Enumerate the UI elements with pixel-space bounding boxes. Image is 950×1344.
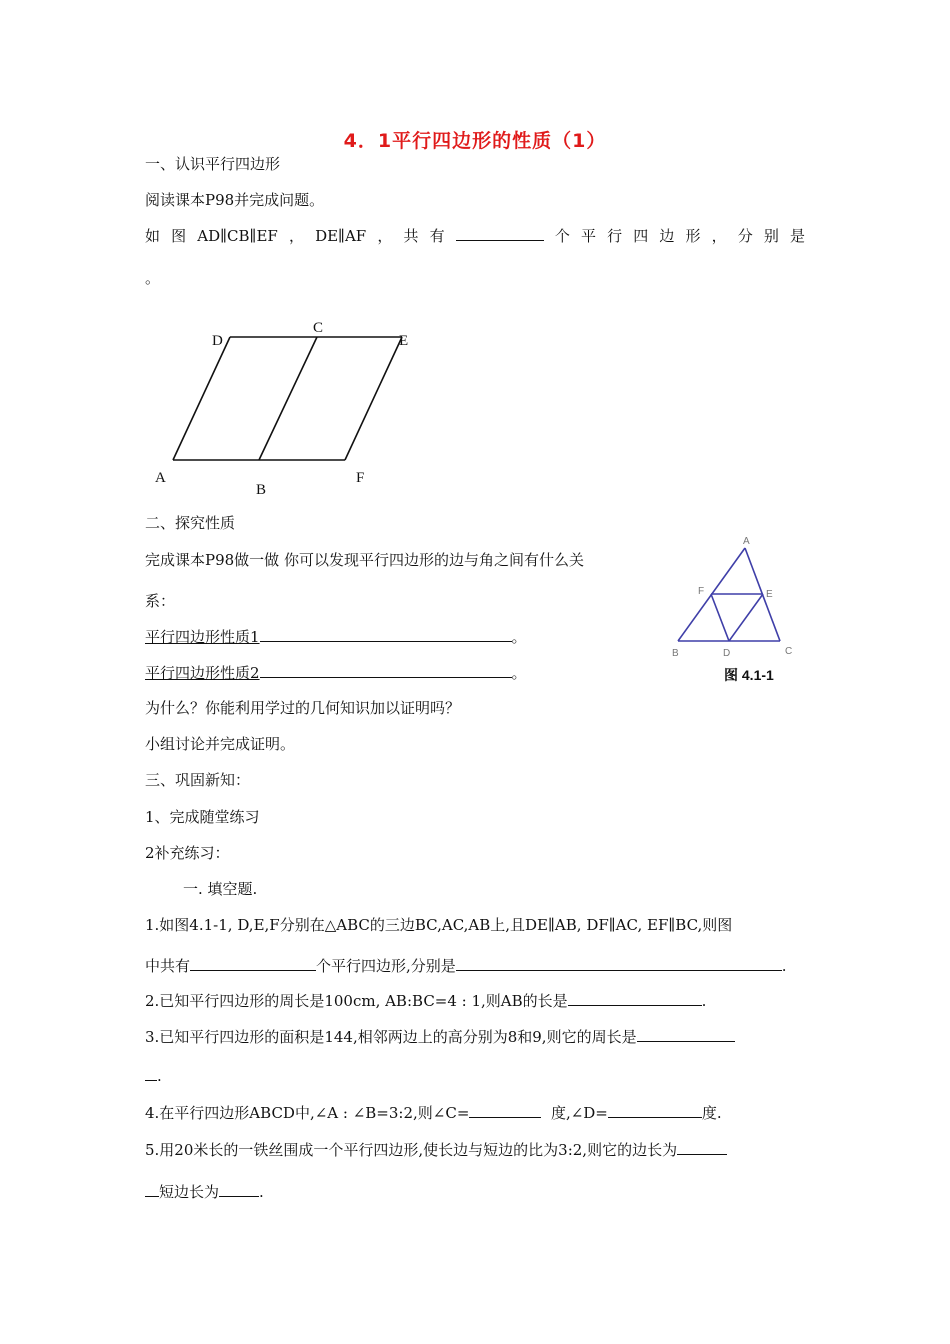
q1-blank-list[interactable] — [456, 956, 782, 971]
q3-blank[interactable] — [637, 1027, 735, 1042]
label-a: A — [155, 470, 166, 486]
question-5-cont: 短边长为 . — [145, 1181, 264, 1202]
segment-ef — [345, 337, 402, 460]
question-1-line-1: 1.如图4.1-1, D,E,F分别在△ABC的三边BC,AC,AB上,且DE∥AB, DF∥AC, EF∥BC,则图 — [145, 916, 733, 934]
property-1-label: 平行四边形性质1 — [145, 628, 260, 646]
property-1-row: 平行四边形性质1 。 — [145, 628, 527, 646]
why-question: 为什么？你能利用学过的几何知识加以证明吗？ — [145, 699, 461, 717]
property-2-blank[interactable] — [260, 663, 512, 678]
reading-instruction: 阅读课本P98并完成问题。 — [145, 191, 325, 209]
q1-blank-count[interactable] — [190, 956, 316, 971]
question-parallelogram-count: 如 图 AD∥CB∥EF ， DE∥AF ， 共 有 个 平 行 四 边 形 ， 分 别 是 — [145, 227, 805, 245]
question-4: 4.在平行四边形ABCD中,∠A : ∠B=3:2,则∠C= 度,∠D= 度. — [145, 1104, 722, 1122]
label-f: F — [698, 586, 705, 597]
label-a: A — [743, 536, 750, 547]
triangle-figure — [668, 532, 800, 684]
figure-caption: 图 4.1-1 — [724, 667, 774, 683]
group-discussion: 小组讨论并完成证明。 — [145, 735, 296, 753]
q2-blank[interactable] — [568, 991, 702, 1006]
section2-heading: 二、探究性质 — [145, 514, 236, 532]
segment-da — [173, 337, 230, 460]
question-3: 3.已知平行四边形的面积是144,相邻两边上的高分别为8和9,则它的周长是 — [145, 1026, 735, 1047]
q3-blank-cont[interactable] — [145, 1066, 157, 1081]
label-d: D — [212, 333, 223, 349]
property-1-blank[interactable] — [260, 627, 512, 642]
property-2-row: 平行四边形性质2 。 — [145, 664, 527, 682]
label-c: C — [313, 320, 324, 336]
q4-blank-d[interactable] — [608, 1103, 702, 1118]
section1-heading: 一、认识平行四边形 — [145, 155, 281, 173]
question-end-mark: 。 — [145, 269, 161, 287]
explore-instruction: 完成课本P98做一做 你可以发现平行四边形的边与角之间有什么关 — [145, 551, 584, 569]
practice-item-2: 2补充练习： — [145, 844, 230, 862]
explore-instruction-cont: 系： — [145, 592, 176, 610]
property-2-label: 平行四边形性质2 — [145, 664, 260, 682]
practice-item-1: 1、完成随堂练习 — [145, 808, 260, 826]
label-b: B — [256, 482, 267, 498]
question-3-cont: . — [145, 1066, 162, 1085]
segment-ed — [729, 594, 763, 641]
segment-cb — [259, 337, 317, 460]
label-d: D — [723, 648, 731, 659]
section3-heading: 三、巩固新知： — [145, 771, 251, 789]
q5-blank-long[interactable] — [677, 1140, 727, 1155]
q4-blank-c[interactable] — [469, 1103, 541, 1118]
label-e: E — [399, 333, 409, 349]
segment-fd — [711, 594, 729, 641]
answer-blank-count[interactable] — [456, 226, 544, 241]
q5-blank-short[interactable] — [219, 1182, 259, 1197]
question-5: 5.用20米长的一铁丝围成一个平行四边形,使长边与短边的比为3:2,则它的边长为 — [145, 1139, 727, 1160]
label-c: C — [785, 646, 793, 657]
question-1-line-2: 中共有 个平行四边形,分别是 . — [145, 957, 787, 975]
page-title: 4．1平行四边形的性质（1） — [343, 130, 607, 152]
fill-in-heading: 一. 填空题. — [183, 880, 258, 898]
parallelogram-figure — [140, 312, 430, 502]
label-e: E — [766, 589, 773, 600]
question-2: 2.已知平行四边形的周长是100cm, AB:BC=4 : 1,则AB的长是 . — [145, 992, 707, 1010]
label-f: F — [356, 470, 365, 486]
q5-blank-long-cont[interactable] — [145, 1182, 159, 1197]
label-b: B — [672, 648, 679, 659]
